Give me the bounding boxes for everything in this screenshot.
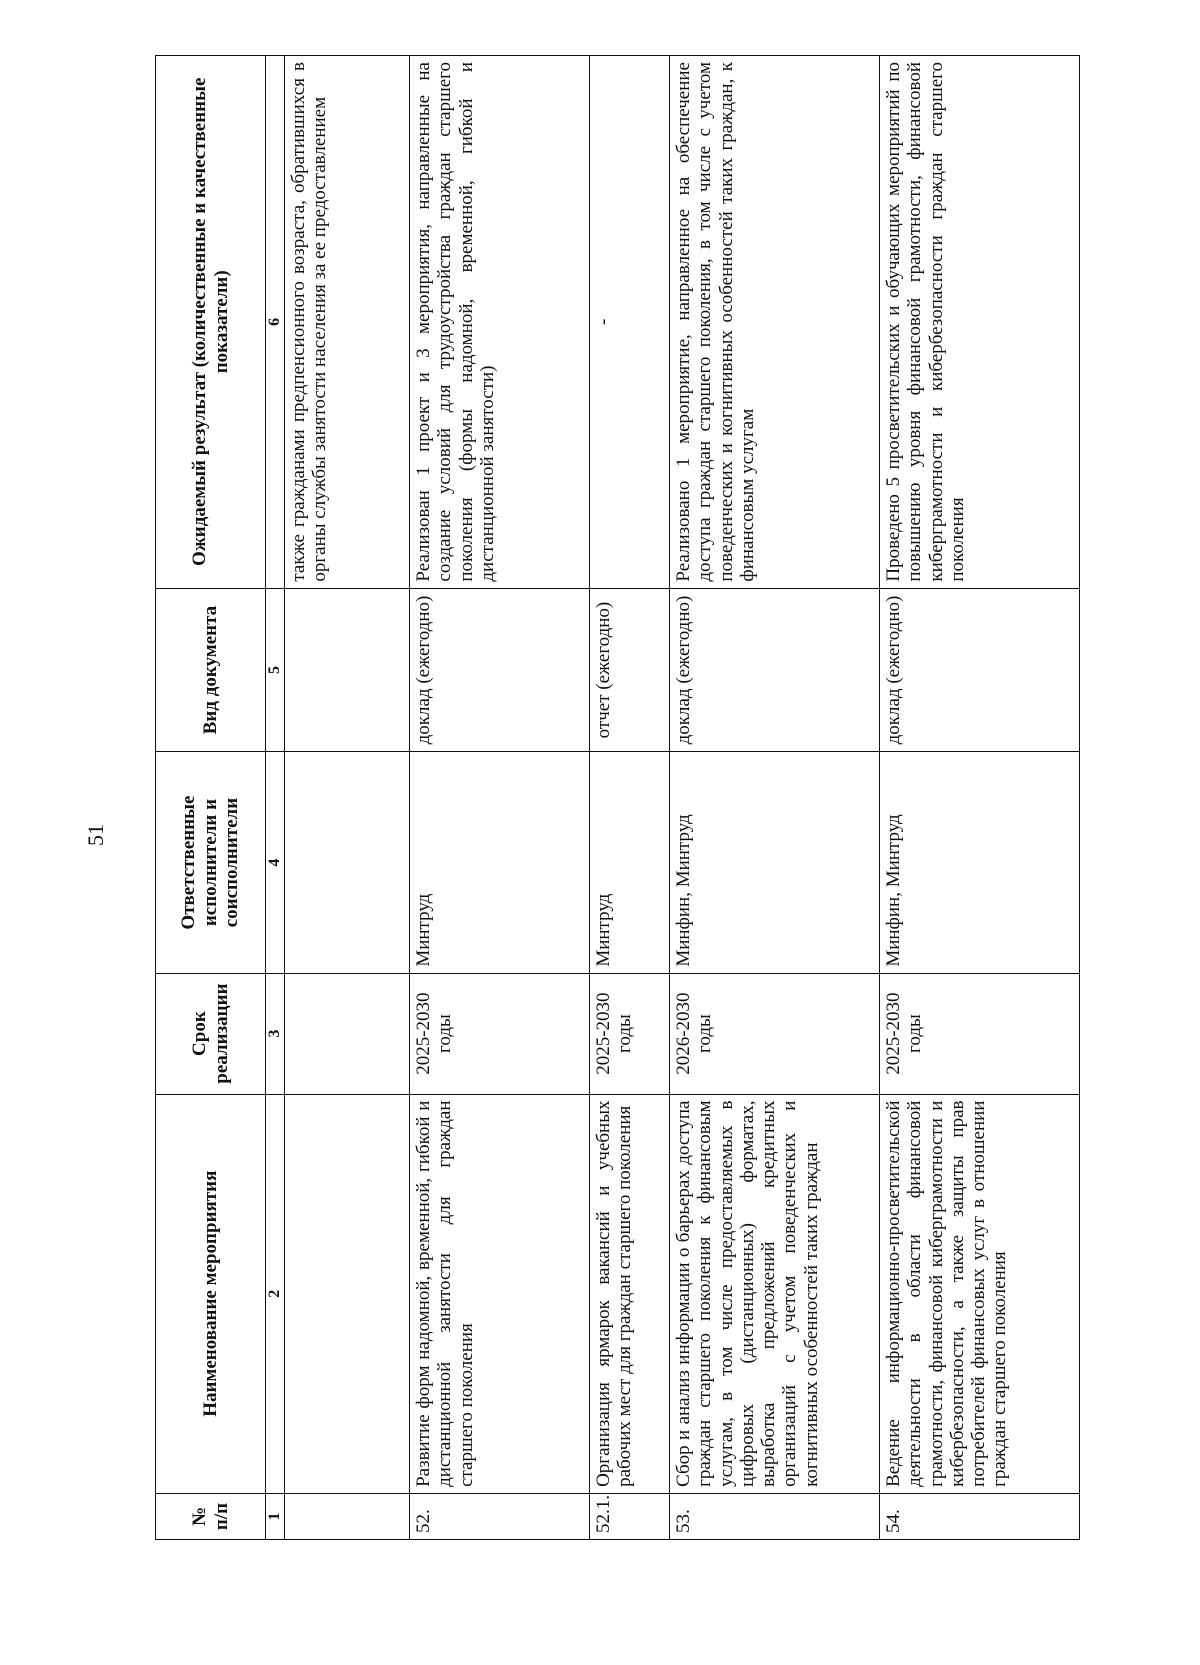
row-responsible: Минтруд — [590, 752, 670, 973]
header-result: Ожидаемый результат (количественные и качественные показатели) — [156, 56, 266, 589]
row-doc-type: отчет (ежегодно) — [590, 588, 670, 752]
row-term: 2026-2030 годы — [670, 973, 880, 1094]
row-name: Сбор и анализ информации о барьерах доступа граждан старшего поколения к финансовым услугам, в том числе предоставляемых в цифровых (дистанционных) форматах, выработка предложений кредитных организаций с учетом поведенческих и когнитивных особенностей таких граждан — [670, 1094, 880, 1493]
row-result: - — [590, 56, 670, 589]
column-number: 1 — [266, 1493, 285, 1539]
column-number: 4 — [266, 752, 285, 973]
row-name: Развитие форм надомной, временной, гибкой и дистанционной занятости для граждан старшего поколения — [410, 1094, 590, 1493]
header-responsible: Ответственные исполнители и соисполнители — [156, 752, 266, 973]
row-no — [285, 1493, 410, 1539]
row-responsible: Минтруд — [410, 752, 590, 973]
row-name — [285, 1094, 410, 1493]
row-responsible: Минфин, Минтруд — [880, 752, 1080, 973]
row-doc-type — [285, 588, 410, 752]
row-term: 2025-2030 годы — [410, 973, 590, 1094]
row-result: Реализовано 1 мероприятие, направленное на обеспечение доступа граждан старшего поколения, в том числе с учетом поведенческих и когнитивных особенностей таких граждан, к финансовым услугам — [670, 56, 880, 589]
row-term: 2025-2030 годы — [590, 973, 670, 1094]
table-header — [156, 56, 285, 1540]
measures-table-wrapper — [155, 55, 1080, 1540]
row-result: Проведено 5 просветительских и обучающих мероприятий по повышению уровня финансовой грамотности, финансовой киберграмотности и кибербезопасности граждан старшего поколения — [880, 56, 1080, 589]
row-responsible — [285, 752, 410, 973]
row-result: Реализован 1 проект и 3 мероприятия, направленные на создание условий для трудоустройства граждан старшего поколения (формы надомной, временной, гибкой и дистанционной занятости) — [410, 56, 590, 589]
row-term: 2025-2030 годы — [880, 973, 1080, 1094]
row-doc-type: доклад (ежегодно) — [410, 588, 590, 752]
table-row — [410, 56, 590, 1540]
column-number-row — [266, 56, 285, 1540]
row-no: 52. — [410, 1493, 590, 1539]
header-no: № п/п — [156, 1493, 266, 1539]
column-number: 3 — [266, 973, 285, 1094]
column-number: 2 — [266, 1094, 285, 1493]
row-doc-type: доклад (ежегодно) — [880, 588, 1080, 752]
header-doc-type: Вид документа — [156, 588, 266, 752]
table-row — [880, 56, 1080, 1540]
column-number: 5 — [266, 588, 285, 752]
row-name: Ведение информационно-просветительской деятельности в области финансовой грамотности, финансовой киберграмотности и кибербезопасности, а также защиты прав потребителей финансовых услуг в отношении граждан старшего поколения — [880, 1094, 1080, 1493]
header-term: Срок реализации — [156, 973, 266, 1094]
row-no: 53. — [670, 1493, 880, 1539]
row-result: также гражданами предпенсионного возраста, обратившихся в органы службы занятости населения за ее предоставлением — [285, 56, 410, 589]
row-no: 54. — [880, 1493, 1080, 1539]
table-row — [590, 56, 670, 1540]
row-doc-type: доклад (ежегодно) — [670, 588, 880, 752]
table-row — [285, 56, 410, 1540]
row-term — [285, 973, 410, 1094]
column-number: 6 — [266, 56, 285, 589]
header-name: Наименование мероприятия — [156, 1094, 266, 1493]
measures-table — [155, 55, 1080, 1540]
row-responsible: Минфин, Минтруд — [670, 752, 880, 973]
page-number: 51 — [83, 824, 108, 846]
row-no: 52.1. — [590, 1493, 670, 1539]
table-row — [670, 56, 880, 1540]
row-name: Организация ярмарок вакансий и учебных рабочих мест для граждан старшего поколения — [590, 1094, 670, 1493]
